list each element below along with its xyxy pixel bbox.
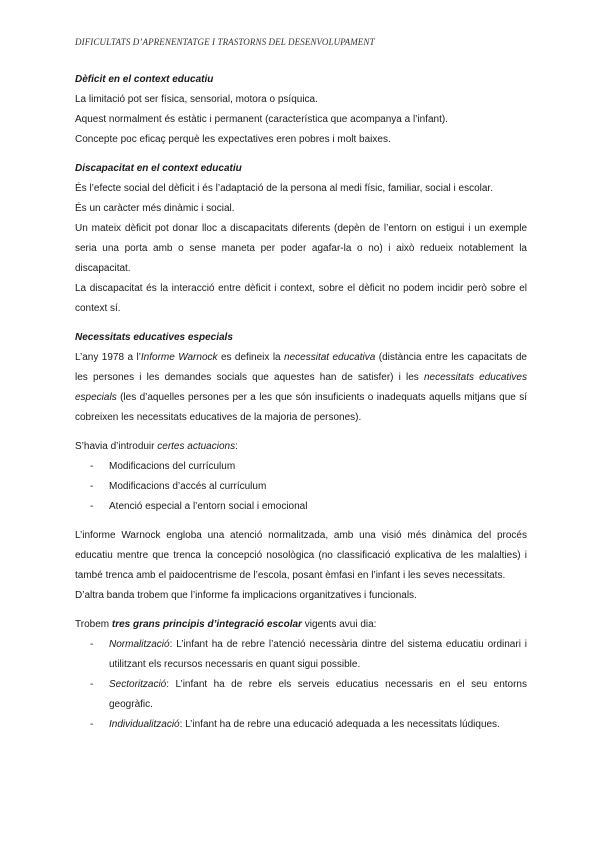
paragraph: L’informe Warnock engloba una atenció normalitzada, amb una visió més dinàmica del procés educatiu mentre que trenca la concepció nosològica (no classificació explicativa de les malalties) i també trenca amb el paidocentrisme de l’escola, posant èmfasi en l’infant i les seves necessitats. [75, 530, 527, 581]
running-header: DIFICULTATS D’APRENENTATGE I TRASTORNS DEL DESENVOLUPAMENT [75, 37, 375, 47]
list-item: - Normalització: L’infant ha de rebre l’atenció necessària dintre del sistema educatiu ordinari i utilitzant els recursos necessaris en quant sigui possible. [75, 635, 527, 675]
paragraph: És l’efecte social del dèficit i és l’adaptació de la persona al medi físic, familiar, social i escolar. [75, 183, 493, 194]
section-heading-discapacitat: Discapacitat en el context educatiu [75, 163, 242, 174]
paragraph: És un caràcter més dinàmic i social. [75, 203, 235, 214]
term-nee: necessitats educatives especials [75, 372, 527, 403]
list-item: - Sectorització: L’infant ha de rebre els serveis educatius necessaris en el seu entorns geogràfic. [75, 675, 527, 715]
paragraph: Un mateix dèficit pot donar lloc a discapacitats diferents (depèn de l’entorn on estigui i un exemple seria una porta amb o sense maneta per poder agafar-la o no) i això redueix notablement la discapacitat. [75, 223, 527, 274]
term-informe-warnock: Informe Warnock [140, 352, 218, 363]
paragraph-warnock: L’any 1978 a l’Informe Warnock es defineix la necessitat educativa (distància entre les capacitats de les persones i les demandes socials que aquestes han de satisfer) i les necessitats educatives especials (les d’aquelles persones per a les que són insuficients o inadequats aquells mitjans que sí cobreixen les necessitats educatives de la majoria de persones). [75, 352, 527, 423]
principles-list [75, 635, 527, 735]
document-body [75, 70, 527, 735]
list-item: - Modificacions d’accés al currículum [75, 477, 527, 497]
section-heading-necessitats: Necessitats educatives especials [75, 332, 233, 343]
paragraph: Concepte poc eficaç perquè les expectatives eren pobres i molt baixes. [75, 134, 391, 145]
section-heading-deficit: Dèficit en el context educatiu [75, 74, 214, 85]
paragraph-actuacions: S’havia d’introduir certes actuacions: [75, 441, 238, 452]
paragraph: Aquest normalment és estàtic i permanent (característica que acompanya a l’infant). [75, 114, 448, 125]
paragraph: La limitació pot ser física, sensorial, motora o psíquica. [75, 94, 318, 105]
list-item: - Atenció especial a l’entorn social i emocional [75, 497, 527, 517]
list-item: - Modificacions del currículum [75, 457, 527, 477]
term-necessitat-educativa: necessitat educativa [284, 352, 376, 363]
list-item: - Individualització: L’infant ha de rebre una educació adequada a les necessitats lúdiques. [75, 715, 527, 735]
paragraph-principis: Trobem tres grans principis d’integració escolar vigents avui dia: [75, 619, 377, 630]
paragraph: D’altra banda trobem que l’informe fa implicacions organitzatives i funcionals. [75, 590, 417, 601]
paragraph: La discapacitat és la interacció entre dèficit i context, sobre el dèficit no podem incidir però sobre el context sí. [75, 283, 527, 314]
actuacions-list [75, 457, 527, 517]
